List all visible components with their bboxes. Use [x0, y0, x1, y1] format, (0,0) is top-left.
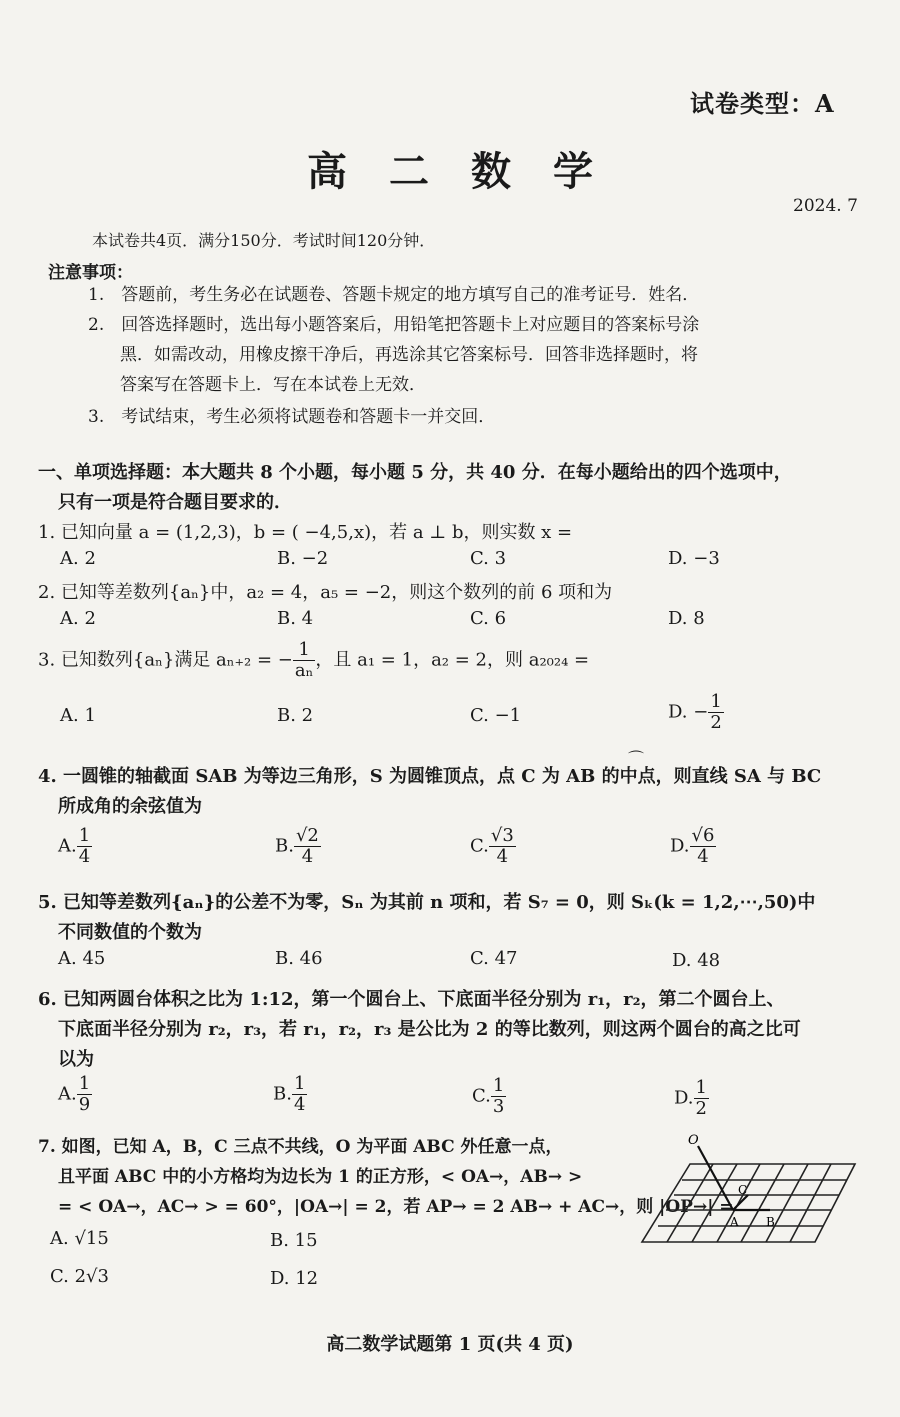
question-1-stem: 1. 已知向量 a = (1,2,3)，b = ( −4,5,x)，若 a ⊥ b，则实数 x = [38, 522, 573, 543]
question-3-option-d [668, 692, 724, 733]
question-1-option-d: D. −3 [668, 548, 720, 569]
question-4-option-d-fraction [690, 826, 717, 867]
question-6-option-b-prefix: B. [273, 1083, 292, 1105]
question-3-stem-a: 3. 已知数列{aₙ}满足 aₙ₊₂ = − [38, 649, 293, 671]
question-3-option-c: C. −1 [470, 705, 522, 726]
grid-col-line [790, 1164, 831, 1242]
question-3-option-d-prefix: D. − [668, 701, 709, 723]
question-7-option-b: B. 15 [270, 1230, 318, 1251]
notice-title: 注意事项： [48, 263, 133, 283]
question-7-line-1: 7. 如图，已知 A，B，C 三点不共线，O 为平面 ABC 外任意一点， [38, 1137, 563, 1157]
question-1-option-b: B. −2 [277, 548, 329, 569]
page-footer: 高二数学试题第 1 页(共 4 页) [326, 1334, 574, 1355]
question-4-option-b [275, 826, 321, 867]
question-7-option-c: C. 2√3 [50, 1266, 109, 1287]
notice-item-2: 2. 回答选择题时，选出每小题答案后，用铅笔把答题卡上对应题目的答案标号涂 [88, 315, 700, 335]
question-6-option-d-num: 1 [695, 1077, 707, 1098]
question-4-option-b-fraction [294, 826, 321, 867]
question-5-option-d: D. 48 [672, 950, 721, 971]
question-2-stem: 2. 已知等差数列{aₙ}中，a₂ = 4，a₅ = −2，则这个数列的前 6 项和为 [38, 582, 613, 603]
label-o: O [688, 1133, 699, 1148]
question-4-option-a-num: 1 [78, 825, 91, 846]
question-7-option-d: D. 12 [270, 1268, 319, 1289]
question-5-option-b: B. 46 [275, 948, 323, 969]
grid-col-line [667, 1164, 713, 1242]
question-6-option-a-fraction [77, 1074, 92, 1115]
question-3-fraction [293, 640, 316, 681]
question-6-option-d-den: 2 [695, 1097, 707, 1119]
question-4-option-a-den: 4 [78, 845, 91, 867]
vectors [698, 1146, 770, 1210]
question-6-line-3: 以为 [58, 1049, 94, 1070]
question-4-option-c-num: √3 [490, 825, 514, 846]
question-4-option-b-prefix: B. [275, 835, 294, 857]
question-6-option-c-num: 1 [492, 1075, 505, 1096]
page-title: 高二数学 [307, 148, 635, 195]
section-heading: 一、单项选择题：本大题共 8 个小题，每小题 5 分，共 40 分．在每小题给出的四个选项中， [38, 462, 792, 483]
question-3-frac-num: 1 [293, 640, 316, 661]
notice-item-3: 3. 考试结束，考生必须将试题卷和答题卡一并交回． [88, 407, 496, 427]
question-4-option-b-num: √2 [295, 825, 319, 846]
exam-date: 2024. 7 [793, 196, 858, 216]
question-3-option-a: A. 1 [60, 705, 96, 726]
question-5-option-c: C. 47 [470, 948, 518, 969]
question-3-option-d-fraction [708, 692, 723, 733]
question-7-line-3: = < OA→，AC→ > = 60°，|OA→| = 2，若 AP→ = 2 AB→ + AC→，则 |OP→| = [58, 1197, 734, 1217]
question-3-option-d-num: 1 [710, 691, 722, 712]
question-4-option-c-den: 4 [496, 845, 509, 867]
question-6-option-c-den: 3 [492, 1095, 505, 1117]
paper-type: 试卷类型：A [690, 89, 835, 118]
question-4-option-d-prefix: D. [670, 835, 690, 857]
arc-mark-icon: ⌒ [628, 749, 645, 768]
question-7-option-a: A. √15 [50, 1228, 109, 1249]
label-b: B [766, 1215, 775, 1229]
question-4-option-a [58, 826, 92, 867]
grid-plane [642, 1164, 855, 1242]
exam-intro: 本试卷共4页．满分150分．考试时间120分钟． [92, 231, 436, 250]
question-6-option-a-prefix: A. [58, 1083, 77, 1105]
question-3-stem [38, 640, 589, 681]
question-6-option-a-den: 9 [78, 1093, 91, 1115]
question-4-option-c-prefix: C. [470, 835, 489, 857]
notice-item-2-cont: 黑．如需改动，用橡皮擦干净后，再选涂其它答案标号．回答非选择题时，将 [120, 345, 698, 365]
question-5-line-2: 不同数值的个数为 [58, 922, 202, 943]
question-6-option-b-den: 4 [293, 1093, 306, 1115]
question-6-option-b [273, 1074, 307, 1115]
question-3-frac-den: aₙ [294, 659, 314, 681]
notice-item-2-cont2: 答案写在答题卡上．写在本试卷上无效． [120, 375, 426, 395]
question-4-option-d [670, 826, 716, 867]
question-2-option-c: C. 6 [470, 608, 507, 629]
question-4-option-d-num: √6 [691, 825, 715, 846]
question-6-option-d-fraction [694, 1078, 709, 1119]
question-3-option-d-den: 2 [710, 711, 722, 733]
question-6-option-b-num: 1 [293, 1073, 306, 1094]
question-1-option-c: C. 3 [470, 548, 507, 569]
question-4-option-d-den: 4 [697, 845, 709, 867]
question-4-line-1: 4. 一圆锥的轴截面 SAB 为等边三角形，S 为圆锥顶点，点 C 为 AB 的中点，则直线 SA 与 BC [38, 766, 822, 787]
question-6-line-1: 6. 已知两圆台体积之比为 1:12，第一个圆台上、下底面半径分别为 r₁，r₂，第二个圆台上、 [38, 989, 785, 1010]
question-3-option-b: B. 2 [277, 705, 314, 726]
question-2-option-a: A. 2 [60, 608, 96, 629]
question-3-stem-b: ，且 a₁ = 1，a₂ = 2，则 a₂₀₂₄ = [315, 649, 590, 671]
section-heading-cont: 只有一项是符合题目要求的． [58, 492, 292, 513]
label-c: C [738, 1183, 748, 1197]
question-4-option-c [470, 826, 516, 867]
notice-item-1: 1. 答题前，考生务必在试题卷、答题卡规定的地方填写自己的准考证号．姓名． [88, 285, 700, 305]
grid-col-line [741, 1164, 784, 1242]
label-a: A [730, 1215, 739, 1229]
question-7-figure [630, 1130, 860, 1250]
question-5-option-a: A. 45 [58, 948, 106, 969]
question-6-option-c [472, 1076, 506, 1117]
question-4-line-2: 所成角的余弦值为 [58, 796, 202, 817]
question-7-line-2: 且平面 ABC 中的小方格均为边长为 1 的正方形，< OA→，AB→ > [58, 1167, 583, 1187]
question-6-option-c-prefix: C. [472, 1085, 491, 1107]
question-6-line-2: 下底面半径分别为 r₂，r₃，若 r₁，r₂，r₃ 是公比为 2 的等比数列，则这两个圆台的高之比可 [58, 1019, 801, 1040]
question-6-option-d [674, 1078, 709, 1119]
question-6-option-d-prefix: D. [674, 1087, 694, 1109]
vector-ac [733, 1195, 748, 1210]
question-2-option-d: D. 8 [668, 608, 705, 629]
question-6-option-b-fraction [292, 1074, 307, 1115]
question-4-option-a-fraction [77, 826, 92, 867]
question-6-option-a [58, 1074, 92, 1115]
question-5-line-1: 5. 已知等差数列{aₙ}的公差不为零，Sₙ 为其前 n 项和，若 S₇ = 0，则 Sₖ(k = 1,2,⋯,50)中 [38, 892, 816, 913]
question-1-option-a: A. 2 [60, 548, 96, 569]
question-2-option-b: B. 4 [277, 608, 314, 629]
question-4-option-b-den: 4 [301, 845, 314, 867]
grid-col-line [766, 1164, 808, 1242]
question-4-option-a-prefix: A. [58, 835, 77, 857]
question-6-option-a-num: 1 [78, 1073, 91, 1094]
question-6-option-c-fraction [491, 1076, 506, 1117]
question-4-option-c-fraction [489, 826, 516, 867]
